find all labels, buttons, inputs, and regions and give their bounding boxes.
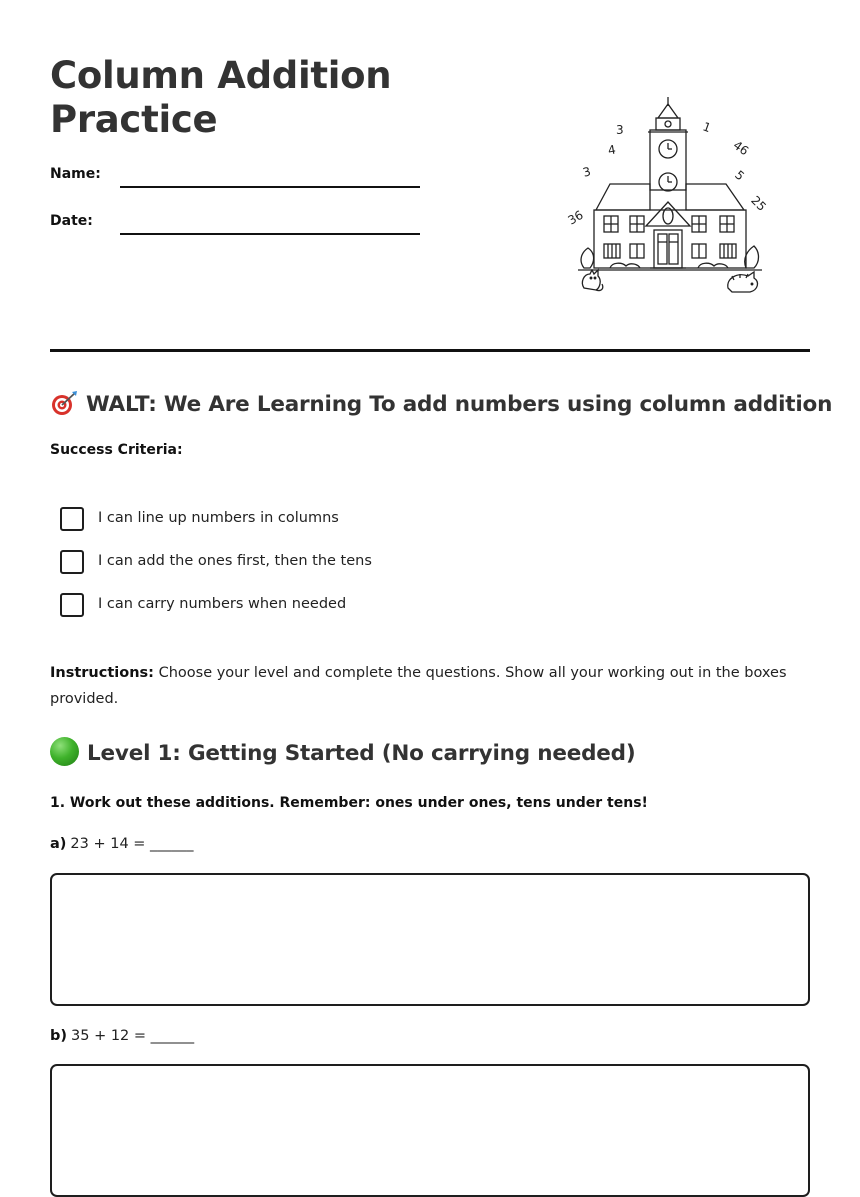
illustration-number: 3 bbox=[616, 123, 624, 137]
question-letter: b) bbox=[50, 1028, 68, 1044]
criteria-text: I can carry numbers when needed bbox=[98, 596, 347, 612]
illustration-number: 4 bbox=[606, 142, 617, 158]
instructions-label: Instructions: bbox=[50, 665, 154, 681]
date-label: Date: bbox=[50, 213, 93, 229]
walt-heading bbox=[50, 390, 832, 417]
criteria-item bbox=[60, 593, 372, 636]
date-field-row bbox=[50, 213, 420, 239]
name-line[interactable] bbox=[120, 186, 420, 188]
date-line[interactable] bbox=[120, 233, 420, 235]
dart-target-icon bbox=[50, 390, 78, 416]
working-box-a[interactable] bbox=[50, 873, 810, 1006]
question-1-title: 1. Work out these additions. Remember: ones under ones, tens under tens! bbox=[50, 795, 648, 811]
success-criteria-title: Success Criteria: bbox=[50, 442, 183, 458]
question-expression: 35 + 12 = ______ bbox=[71, 1028, 195, 1044]
illustration-number: 1 bbox=[700, 119, 713, 136]
question-item-b bbox=[50, 1028, 194, 1044]
criteria-text: I can line up numbers in columns bbox=[98, 510, 339, 526]
criteria-checkbox[interactable] bbox=[60, 593, 84, 617]
question-item-a bbox=[50, 836, 194, 852]
illustration-number: 46 bbox=[730, 137, 752, 159]
working-box-b[interactable] bbox=[50, 1064, 810, 1197]
name-field-row bbox=[50, 166, 420, 192]
illustration-number: 3 bbox=[581, 164, 593, 180]
illustration-number: 5 bbox=[732, 167, 748, 184]
illustration-number: 36 bbox=[565, 207, 586, 228]
criteria-item bbox=[60, 550, 372, 593]
instructions-text bbox=[50, 660, 790, 712]
criteria-item bbox=[60, 507, 372, 550]
level-1-heading bbox=[50, 737, 635, 766]
criteria-checkbox[interactable] bbox=[60, 507, 84, 531]
criteria-text: I can add the ones first, then the tens bbox=[98, 553, 372, 569]
name-label: Name: bbox=[50, 166, 101, 182]
question-expression: 23 + 14 = ______ bbox=[70, 836, 194, 852]
walt-heading-text: WALT: We Are Learning To add numbers using column addition bbox=[86, 392, 833, 417]
criteria-checkbox[interactable] bbox=[60, 550, 84, 574]
green-circle-icon bbox=[50, 737, 79, 766]
school-building-illustration bbox=[565, 92, 770, 302]
level-1-heading-text: Level 1: Getting Started (No carrying needed) bbox=[87, 741, 636, 766]
question-letter: a) bbox=[50, 836, 67, 852]
success-criteria-list bbox=[60, 507, 372, 636]
instructions-body: Choose your level and complete the questions. Show all your working out in the boxes provided. bbox=[50, 665, 787, 707]
page-title: Column Addition Practice bbox=[50, 54, 392, 141]
illustration-number: 25 bbox=[748, 193, 769, 214]
section-divider bbox=[50, 349, 810, 352]
worksheet-page bbox=[50, 0, 833, 1161]
